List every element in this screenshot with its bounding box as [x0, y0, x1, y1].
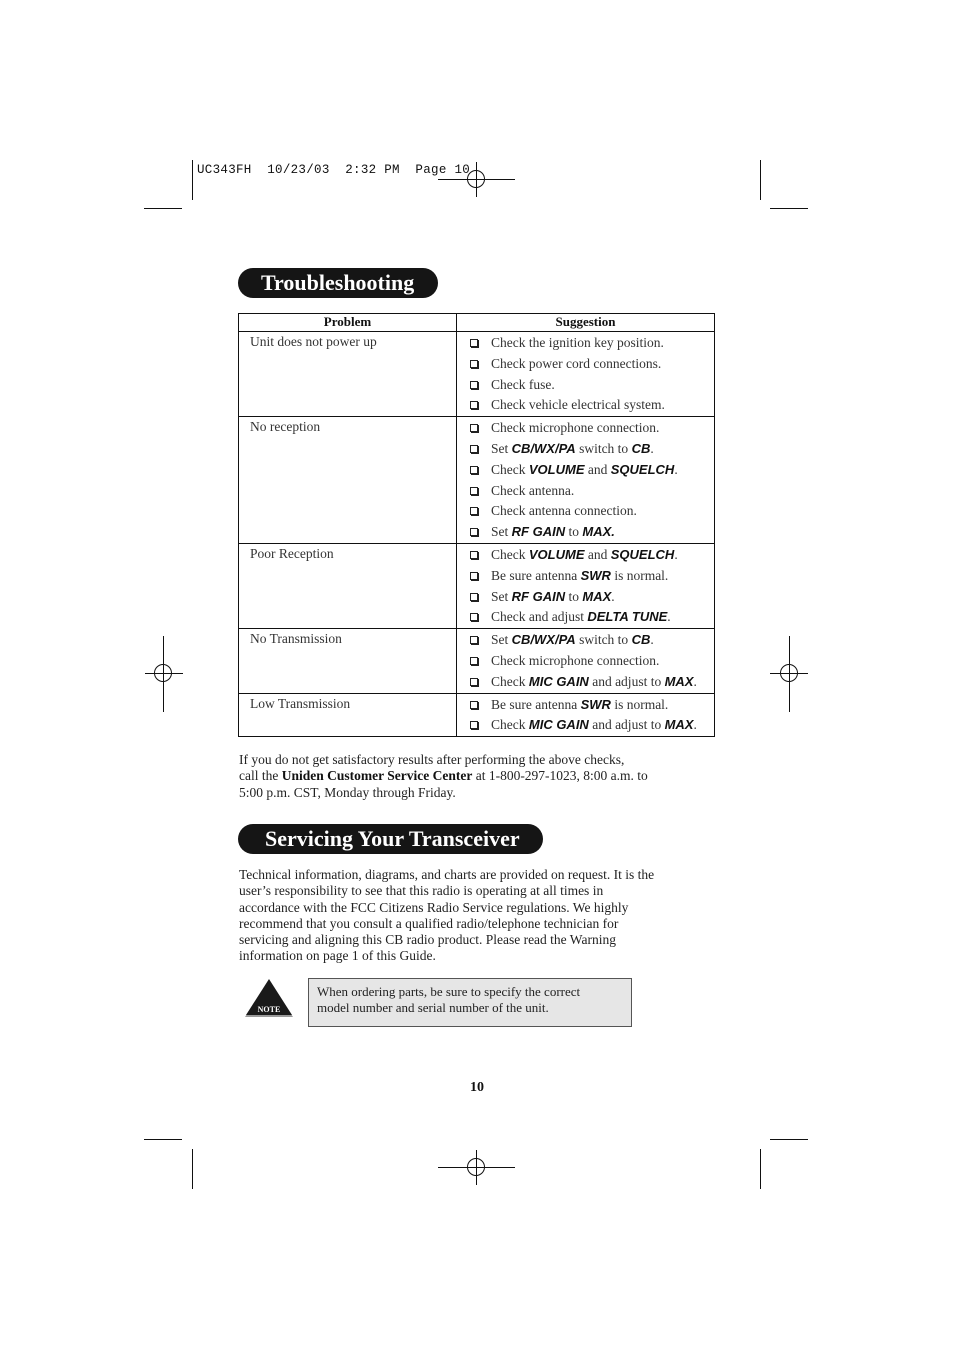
control-keyword: MAX	[664, 673, 694, 689]
suggestion-item	[470, 395, 714, 416]
checkbox-bullet-icon	[470, 613, 478, 621]
suggestion-text: Check microphone connection.	[491, 420, 660, 436]
suggestion-item	[470, 481, 714, 502]
table-row	[239, 693, 715, 737]
control-keyword: SWR	[580, 567, 611, 583]
suggestion-text: switch to	[575, 632, 632, 648]
table-row	[239, 543, 715, 628]
control-keyword: RF GAIN	[511, 588, 566, 604]
suggestion-item	[470, 695, 714, 716]
problem-cell: No reception	[239, 417, 457, 544]
suggestion-item	[470, 651, 714, 672]
control-keyword: RF GAIN	[511, 524, 566, 540]
suggestion-text: Be sure antenna	[491, 567, 581, 583]
suggestion-text: Check microphone connection.	[491, 652, 660, 668]
suggestion-text: is normal.	[610, 567, 669, 583]
control-keyword: MIC GAIN	[528, 673, 589, 689]
contact-paragraph	[239, 752, 719, 801]
table-row	[239, 629, 715, 693]
suggestion-cell	[457, 629, 715, 693]
suggestion-text: Check the ignition key position.	[491, 335, 664, 350]
control-keyword: CB	[631, 440, 651, 456]
suggestion-text: switch to	[575, 440, 632, 456]
checkbox-bullet-icon	[470, 528, 478, 536]
checkbox-bullet-icon	[470, 678, 478, 686]
suggestion-cell	[457, 332, 715, 417]
suggestion-text: is normal.	[610, 696, 669, 712]
servicing-line: recommend that you consult a qualified radio/telephone technician for	[239, 915, 619, 931]
troubleshooting-table	[238, 313, 715, 737]
suggestion-item	[470, 501, 714, 522]
suggestion-text: Check antenna.	[491, 482, 575, 498]
suggestion-item	[470, 607, 714, 628]
suggestion-text: Set	[491, 440, 512, 456]
servicing-paragraph	[239, 867, 719, 965]
suggestion-cell	[457, 693, 715, 737]
suggestion-text: and	[584, 546, 611, 562]
problem-cell: Low Transmission	[239, 693, 457, 737]
control-keyword: MAX	[582, 588, 612, 604]
suggestion-item	[470, 715, 714, 736]
checkbox-bullet-icon	[470, 487, 478, 495]
checkbox-bullet-icon	[470, 593, 478, 601]
control-keyword: CB/WX/PA	[511, 440, 576, 456]
servicing-line: Technical information, diagrams, and charts are provided on request. It is the	[239, 867, 655, 882]
table-row	[239, 417, 715, 544]
suggestion-text: Check and adjust	[491, 609, 588, 625]
checkbox-bullet-icon	[470, 445, 478, 453]
control-keyword: SWR	[580, 696, 611, 712]
suggestion-item	[470, 566, 714, 587]
suggestion-item	[470, 522, 714, 543]
suggestion-text: .	[650, 440, 654, 456]
checkbox-bullet-icon	[470, 701, 478, 709]
servicing-line: servicing and aligning this CB radio product. Please read the Warning	[239, 932, 616, 948]
checkbox-bullet-icon	[470, 339, 478, 347]
control-keyword: MAX.	[582, 524, 615, 540]
print-slug: UC343FH 10/23/03 2:32 PM Page 10	[197, 163, 471, 177]
control-keyword: MIC GAIN	[528, 717, 589, 733]
control-keyword: DELTA TUNE	[587, 609, 668, 625]
control-keyword: CB/WX/PA	[511, 632, 576, 648]
suggestion-item	[470, 418, 714, 439]
troubleshooting-heading: Troubleshooting	[238, 268, 438, 298]
checkbox-bullet-icon	[470, 466, 478, 474]
page-number: 10	[470, 1080, 484, 1095]
note-box	[308, 978, 632, 1027]
suggestion-text: .	[611, 588, 615, 604]
contact-line: If you do not get satisfactory results after performing the above checks,	[239, 752, 625, 767]
suggestion-item	[470, 354, 714, 375]
suggestion-text: to	[565, 588, 583, 604]
column-header-problem: Problem	[239, 314, 457, 332]
suggestion-text: .	[667, 609, 671, 625]
table-header-row	[239, 314, 715, 332]
control-keyword: CB	[631, 632, 651, 648]
suggestion-item	[470, 460, 714, 481]
suggestion-text: .	[674, 461, 678, 477]
suggestion-text: Check fuse.	[491, 376, 555, 392]
suggestion-text: .	[693, 673, 697, 689]
problem-cell: No Transmission	[239, 629, 457, 693]
control-keyword: SQUELCH	[610, 461, 675, 477]
suggestion-item	[470, 439, 714, 460]
contact-line: 5:00 p.m. CST, Monday through Friday.	[239, 784, 456, 800]
checkbox-bullet-icon	[470, 636, 478, 644]
checkbox-bullet-icon	[470, 551, 478, 559]
suggestion-item	[470, 545, 714, 566]
checkbox-bullet-icon	[470, 657, 478, 665]
suggestion-text: Check	[491, 717, 529, 733]
suggestion-item	[470, 375, 714, 396]
suggestion-text: and adjust to	[588, 673, 665, 689]
suggestion-cell	[457, 417, 715, 544]
table-row	[239, 332, 715, 417]
suggestion-text: .	[674, 546, 678, 562]
suggestion-item	[470, 672, 714, 693]
column-header-suggestion: Suggestion	[457, 314, 715, 332]
customer-service-name: Uniden Customer Service Center	[281, 768, 473, 784]
problem-cell: Unit does not power up	[239, 332, 457, 417]
suggestion-item	[470, 333, 714, 354]
checkbox-bullet-icon	[470, 360, 478, 368]
suggestion-text: Check power cord connections.	[491, 355, 662, 371]
suggestion-text: and	[584, 461, 611, 477]
suggestion-text: Set	[491, 632, 512, 648]
suggestion-item	[470, 630, 714, 651]
suggestion-text: Check	[491, 461, 529, 477]
checkbox-bullet-icon	[470, 401, 478, 409]
suggestion-text: .	[650, 632, 654, 648]
suggestion-text: Check antenna connection.	[491, 503, 637, 519]
suggestion-text: Check	[491, 673, 529, 689]
suggestion-text: Check vehicle electrical system.	[491, 397, 665, 413]
contact-line: call the Uniden Customer Service Center at 1-800-297-1023, 8:00 a.m. to	[239, 768, 648, 784]
problem-cell: Poor Reception	[239, 543, 457, 628]
suggestion-text: Be sure antenna	[491, 696, 581, 712]
checkbox-bullet-icon	[470, 572, 478, 580]
control-keyword: MAX	[664, 717, 694, 733]
servicing-heading: Servicing Your Transceiver	[238, 824, 543, 854]
suggestion-text: and adjust to	[588, 717, 665, 733]
suggestion-text: Check	[491, 546, 529, 562]
note-icon-label: NOTE	[257, 1005, 281, 1014]
suggestion-text: Set	[491, 588, 512, 604]
control-keyword: SQUELCH	[610, 546, 675, 562]
suggestion-text: Set	[491, 524, 512, 540]
checkbox-bullet-icon	[470, 721, 478, 729]
suggestion-item	[470, 587, 714, 608]
control-keyword: VOLUME	[528, 461, 585, 477]
suggestion-text: .	[693, 717, 697, 733]
checkbox-bullet-icon	[470, 381, 478, 389]
servicing-line: accordance with the FCC Citizens Radio Service regulations. We highly	[239, 899, 629, 915]
servicing-line: information on page 1 of this Guide.	[239, 948, 436, 964]
control-keyword: VOLUME	[528, 546, 585, 562]
servicing-line: user’s responsibility to see that this radio is operating at all times in	[239, 883, 604, 899]
suggestion-cell	[457, 543, 715, 628]
checkbox-bullet-icon	[470, 424, 478, 432]
note-line: When ordering parts, be sure to specify the correct	[317, 984, 581, 999]
checkbox-bullet-icon	[470, 507, 478, 515]
suggestion-text: to	[565, 524, 583, 540]
note-line: model number and serial number of the unit.	[317, 1000, 549, 1015]
note-warning-icon	[243, 978, 295, 1020]
